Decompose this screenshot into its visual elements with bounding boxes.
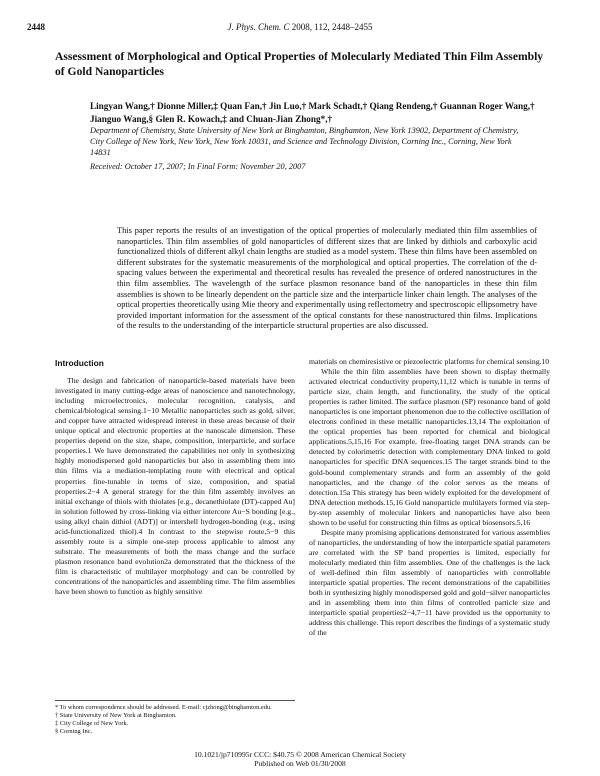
- introduction-heading: Introduction: [55, 358, 104, 368]
- page-number: 2448: [27, 22, 45, 32]
- affiliations: Department of Chemistry, State University of New York at Binghamton, Binghamton, New York 13902, Department of Chemistry, City College of New York, New York, New York 10031, and Science and Technology Division, Corning Inc., Corning, New York 14831: [90, 126, 519, 157]
- published-date: Published on Web 01/30/2008: [254, 759, 346, 769]
- abstract: This paper reports the results of an investigation of the optical properties of molecularly mediated thin film assemblies of nanoparticles. Thin film assemblies of gold nanoparticles of different sizes that are linked by dithiols and carboxylic acid functionalized thiols of different alkyl chain lengths are studied as a model system. These thin films have been assembled on different substrates for the systematic measurements of the morphological and optical properties. The correlation of the d-spacing values between the experimental and theoretical results has revealed the presence of ordered nanostructures in the thin film assemblies. The wavelength of the surface plasmon resonance band of the nanoparticles in these thin film assemblies is shown to be linearly dependent on the particle size and the interparticle linker chain length. The analyses of the optical properties theoretically using Mie theory and experimentally using reflectometry and spectroscopic ellipsometry have provided important information for the assessment of the optical constants for these nanostructured thin films. Implications of the results to the understanding of the interparticle structural properties are also discussed.: [117, 226, 537, 331]
- received-dates: Received: October 17, 2007; In Final Form: November 20, 2007: [90, 162, 306, 171]
- right-column: [309, 357, 550, 638]
- intro-paragraph-1: The design and fabrication of nanoparticle-based materials have been investigated in many cutting-edge areas of nanoscience and nanotechnology, including microelectronics, molecular recognition, catalysis, and chemical/biological sensing.1−10 Metallic nanoparticles such as gold, silver, and copper have attracted widespread interest in these areas because of their unique optical and electronic properties at the nanoscale dimension. These properties depend on the size, shape, composition, interparticle, and surface properties.1 We have demonstrated the capabilities not only in synthesizing highly monodispersed gold nanoparticles but also in assembling them into thin films via a mediation-templating route with electrical and optical properties fine-tunable in terms of size, composition, and spatial properties.2−4 A general strategy for the thin film assembly involves an initial exchange of thiols with thiolates [e.g., decanethiolate (DT)-capped Au] in solution followed by cross-linking via either intercore Au−S bonding [e.g., using alkyl chain dithiol (ADT)] or intershell hydrogen-bonding (e.g., using acid-functionalized thiol).4 In contrast to the stepwise route,5−9 this assembly route is a simple one-step process applicable to almost any substrate. The measurements of both the mass change and the surface plasmon resonance band evolution2a demonstrated that the thickness of the film is characteristic of multilayer morphology and can be controlled by concentrations of the nanoparticles and assembling time. The film assemblies have been shown to function as highly sensitive: [55, 376, 295, 597]
- intro-paragraph-2: While the thin film assemblies have been shown to display thermally activated electrical conductivity property,11,12 which is tunable in terms of particle size, chain length, and functionality, the study of the optical properties is rather limited. The surface plasmon (SP) resonance band of gold nanoparticles is one important phenomenon due to the collective oscillation of electrons confined in these metallic nanoparticles.13,14 The exploitation of the optical properties has been reported for chemical and biological applications.5,15,16 For example, free-floating target DNA strands can be detected by colorimetric detection with complementary DNA linked to gold nanoparticles for specific DNA sequences.15 The target strands bind to the gold-bound complementary strands and form an assembly of the gold nanoparticles, and the change of the color serves as the means of detection.15a This strategy has been widely exploited for the development of DNA detection methods.15,16 Gold nanoparticle multilayers formed via step-by-step assembly of molecular linkers and nanoparticles have also been shown to be useful for constructing thin films as optical biosensors.5,16: [309, 367, 550, 527]
- left-column: [55, 358, 295, 597]
- footnote-corning: § Corning Inc.: [55, 728, 93, 735]
- page-footer: [0, 750, 600, 769]
- footnote-divider: [55, 700, 295, 701]
- footnote-corresponding: * To whom correspondence should be addressed. E-mail: cjzhong@binghamton.edu.: [55, 704, 272, 711]
- journal-name: J. Phys. Chem. C: [227, 22, 290, 32]
- footnote-binghamton: † State University of New York at Binghamton.: [55, 712, 177, 719]
- doi-line: 10.1021/jp710995r CCC: $40.75 © 2008 American Chemical Society: [194, 750, 406, 759]
- citation: 2008, 112, 2448–2455: [291, 22, 373, 32]
- footnotes: [55, 704, 295, 736]
- running-header: [0, 22, 600, 32]
- intro-paragraph-continuation: materials on chemiresistive or piezoelectric platforms for chemical sensing.10: [309, 357, 550, 366]
- footnote-ccny: ‡ City College of New York.: [55, 720, 129, 727]
- paper-title: Assessment of Morphological and Optical Properties of Molecularly Mediated Thin Film Assembly of Gold Nanoparticles: [55, 50, 544, 78]
- author-list: Lingyan Wang,† Dionne Miller,‡ Quan Fan,† Jin Luo,† Mark Schadt,† Qiang Rendeng,† Guannan Roger Wang,† Jianguo Wang,§ Glen R. Kowach,‡ and Chuan-Jian Zhong*,†: [90, 101, 535, 124]
- intro-paragraph-3: Despite many promising applications demonstrated for various assemblies of nanoparticles, the understanding of how the interparticle spatial parameters are correlated with the SP band properties is limited, especially for molecularly mediated thin film assemblies. One of the challenges is the lack of well-defined thin film assembly of nanoparticles with controllable interparticle spatial properties. The recent demonstrations of the capabilities both in synthesizing highly monodispersed gold and gold−silver nanoparticles and in assembling them into thin films of controlled particle size and interparticle spatial properties2−4,7−11 have provided us the opportunity to address this challenge. This report describes the findings of a systematic study of the: [309, 527, 550, 638]
